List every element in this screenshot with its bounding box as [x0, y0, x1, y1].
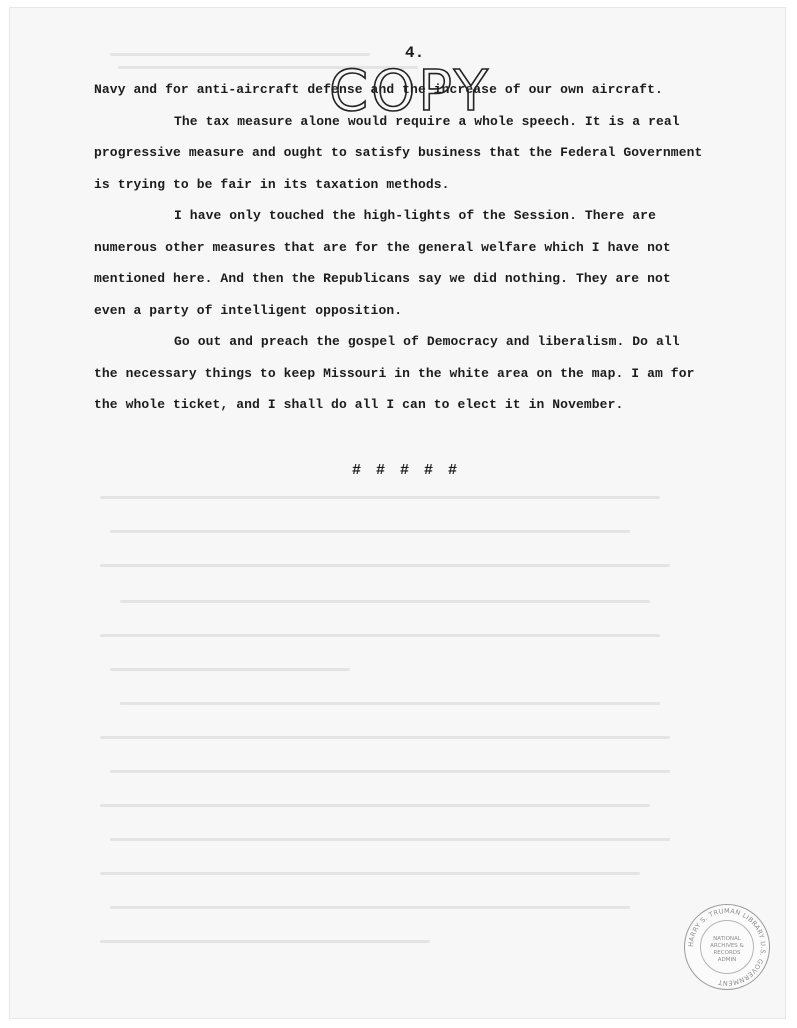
text-line: mentioned here. And then the Republicans say we did nothing. They are not: [94, 271, 671, 286]
end-of-text-mark: # # # # #: [352, 462, 461, 479]
text-line: numerous other measures that are for the general welfare which I have not: [94, 239, 671, 255]
page-number: 4.: [405, 44, 425, 62]
seal-center-text: ADMIN: [717, 957, 737, 963]
archive-seal-stamp: [684, 904, 770, 990]
text-line: even a party of intelligent opposition.: [94, 302, 403, 318]
bleed-through-mark: [100, 872, 640, 875]
bleed-through-mark: [110, 668, 350, 671]
seal-ring-text: HARRY S. TRUMAN LIBRARY U.S. GOVERNMENT: [686, 906, 768, 988]
bleed-through-mark: [110, 770, 670, 773]
text-line: progressive measure and ought to satisfy business that the Federal Government: [94, 145, 703, 160]
text-line: I have only touched the high-lights of the Session. There are: [174, 208, 656, 223]
text-line: the whole ticket, and I shall do all I can to elect it in November.: [94, 397, 624, 412]
bleed-through-mark: [100, 496, 660, 499]
bleed-through-mark: [110, 906, 630, 909]
bleed-through-mark: [100, 634, 660, 637]
seal-center-text: NATIONAL: [713, 936, 741, 942]
seal-center-text: ARCHIVES &: [710, 943, 744, 949]
text-line: Navy and for anti-aircraft defense and the increase of our own aircraft.: [94, 82, 663, 97]
bleed-through-mark: [110, 838, 670, 841]
bleed-through-mark: [100, 804, 650, 807]
copy-stamp: COPY: [329, 59, 491, 124]
bleed-through-mark: [100, 736, 670, 739]
text-line: is trying to be fair in its taxation methods.: [94, 176, 450, 192]
bleed-through-mark: [100, 940, 430, 943]
text-line: Go out and preach the gospel of Democracy and liberalism. Do all: [174, 334, 680, 349]
bleed-through-mark: [110, 530, 630, 533]
bleed-through-mark: [110, 53, 370, 56]
text-line: the necessary things to keep Missouri in the white area on the map. I am for: [94, 365, 695, 381]
seal-graphic: [685, 905, 769, 989]
seal-center-text: RECORDS: [713, 950, 741, 956]
text-line: The tax measure alone would require a whole speech. It is a real: [174, 113, 680, 129]
bleed-through-mark: [120, 702, 660, 705]
letter-body: [94, 74, 734, 421]
bleed-through-mark: [100, 564, 670, 567]
bleed-through-mark: [120, 600, 650, 603]
